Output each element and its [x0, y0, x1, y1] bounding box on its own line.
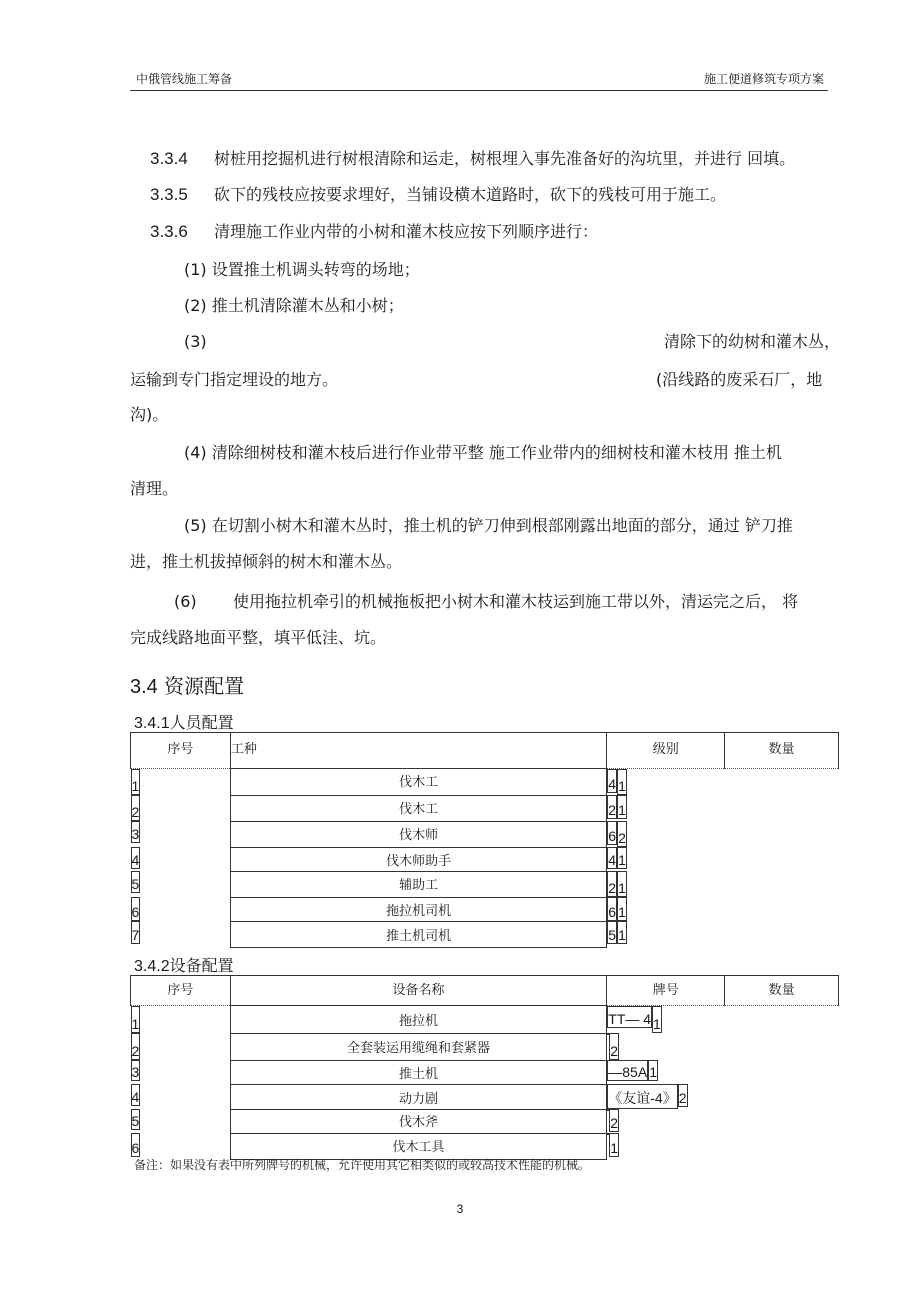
step-6-text-b: 完成线路地面平整，填平低洼、坑。	[130, 628, 387, 647]
step-5-text-a: (5) 在切割小树木和灌木丛时，推土机的铲刀伸到根部刚露出地面的部分，通过 铲刀推	[184, 516, 793, 535]
table-cell: 1	[131, 1006, 141, 1033]
step-3-text-c: (沿线路的废采石厂，地	[656, 370, 823, 389]
table-cell: 1	[617, 921, 627, 944]
table-cell: 推土机	[230, 1060, 606, 1084]
table-row	[131, 795, 839, 821]
table-cell: 4	[607, 769, 617, 793]
table-cell: —85A	[607, 1060, 648, 1081]
header-cell: 设备名称	[230, 976, 606, 1006]
staff-table	[130, 732, 839, 948]
table-cell: 3	[131, 821, 141, 843]
table-row	[131, 1084, 839, 1109]
step-3-text-d: 沟)。	[130, 405, 169, 424]
header-cell: 级别	[607, 733, 725, 769]
section-number: 3.4	[130, 676, 158, 698]
table-cell: 1	[609, 1133, 619, 1157]
table-cell: 动力剧	[230, 1084, 606, 1109]
table-cell: 5	[131, 871, 141, 893]
table-row	[131, 769, 839, 796]
table-row	[131, 847, 839, 871]
table-cell: 2	[607, 871, 617, 897]
table-cell: 辅助工	[230, 871, 606, 897]
para-text: 清理施工作业内带的小树和灌木枝应按下列顺序进行：	[214, 222, 599, 241]
header-cell: 工种	[230, 733, 606, 769]
table-cell: 1	[617, 897, 627, 921]
header-cell: 数量	[725, 733, 839, 769]
table-row	[131, 1006, 839, 1034]
table-cell: 1	[652, 1006, 662, 1033]
table-row	[131, 897, 839, 921]
table-cell: 1	[617, 769, 627, 795]
subsection-staff	[134, 710, 234, 733]
table-cell: 7	[131, 921, 141, 944]
header-cell: 序号	[131, 976, 231, 1006]
step-3-text-b: 运输到专门指定埋设的地方。	[130, 370, 339, 389]
table-row	[131, 871, 839, 897]
table-cell: 6	[607, 821, 617, 845]
equipment-table	[130, 975, 839, 1160]
subsection-equipment	[134, 953, 234, 976]
section-title	[130, 670, 244, 699]
para-text: 砍下的残枝应按要求埋好，当铺设横木道路时，砍下的残枝可用于施工。	[214, 185, 727, 204]
table-cell: 伐木工具	[230, 1133, 606, 1159]
table-cell: 6	[607, 897, 617, 921]
table-cell: 伐木工	[230, 795, 606, 821]
para-text: 树桩用挖掘机进行树根清除和运走，树根埋入事先准备好的沟坑里，并进行 回填。	[214, 149, 796, 168]
table-cell: 2	[607, 795, 617, 819]
table-cell: 拖拉机	[230, 1006, 606, 1034]
header-right: 施工便道修筑专项方案	[703, 72, 824, 86]
table-cell: 伐木斧	[230, 1109, 606, 1133]
table-cell: 1	[617, 847, 627, 869]
table-cell: 1	[617, 871, 627, 897]
para-3-3-4	[150, 149, 795, 169]
table-row	[131, 821, 839, 847]
table-cell: 2	[678, 1084, 688, 1107]
table-cell: 拖拉机司机	[230, 897, 606, 921]
table-cell: 3	[131, 1060, 141, 1081]
step-2: (2) 推土机清除灌木丛和小树；	[184, 296, 404, 315]
table-cell: 4	[607, 847, 617, 869]
para-number: 3.3.5	[150, 185, 188, 204]
table-cell: 全套装运用缆绳和套紧器	[230, 1033, 606, 1060]
subsection-number: 3.4.2	[134, 958, 170, 975]
table-cell: 伐木师助手	[230, 847, 606, 871]
table-cell: 6	[131, 897, 141, 921]
header-cell: 序号	[131, 733, 231, 769]
subsection-number: 3.4.1	[134, 715, 170, 732]
table-cell: 4	[131, 847, 141, 869]
table-cell: 2	[131, 795, 141, 821]
table-cell: 2	[617, 821, 627, 847]
header-left: 中俄管线施工筹备	[136, 72, 233, 86]
table-cell: 伐木工	[230, 769, 606, 796]
table-cell: 伐木师	[230, 821, 606, 847]
step-3-number: (3)	[184, 332, 207, 351]
table-cell: 1	[131, 769, 141, 795]
step-1: (1) 设置推土机调头转弯的场地；	[184, 260, 420, 279]
table-cell: 1	[648, 1060, 658, 1081]
step-4-text-a: (4) 清除细树枝和灌木枝后进行作业带平整 施工作业带内的细树枝和灌木枝用 推土机	[184, 443, 782, 462]
table-cell: 《友谊-4》	[607, 1084, 677, 1109]
para-3-3-5	[150, 185, 726, 205]
table-cell: 推土机司机	[230, 921, 606, 947]
table-row	[131, 1109, 839, 1133]
section-text: 资源配置	[164, 674, 245, 698]
subsection-title: 人员配置	[169, 713, 234, 732]
table-cell: 2	[131, 1033, 141, 1060]
header-cell: 牌号	[607, 976, 725, 1006]
table-row	[131, 921, 839, 947]
table-cell: 1	[617, 795, 627, 819]
table-cell: 2	[609, 1033, 619, 1060]
table-cell: 5	[607, 921, 617, 944]
step-3-text-a: 清除下的幼树和灌木丛，	[664, 332, 841, 351]
table-row	[131, 1060, 839, 1084]
step-6-text-a: 使用拖拉机牵引的机械拖板把小树木和灌木枝运到施工带以外，清运完之后， 将	[233, 592, 799, 611]
table-cell: 2	[609, 1109, 619, 1132]
para-number: 3.3.6	[150, 222, 188, 241]
table-row	[131, 1033, 839, 1060]
table-cell: 5	[131, 1109, 141, 1130]
step-4-text-b: 清理。	[130, 479, 179, 498]
para-number: 3.3.4	[150, 149, 188, 168]
table-cell: TT— 4	[607, 1006, 652, 1028]
page-number: 3	[456, 1202, 464, 1216]
table-header-row	[131, 976, 839, 1006]
table-header-row	[131, 733, 839, 769]
step-6-number: (6)	[174, 592, 197, 611]
header-cell: 数量	[725, 976, 839, 1006]
table-cell: 6	[131, 1133, 141, 1157]
para-3-3-6	[150, 222, 598, 242]
table-cell: 4	[131, 1084, 141, 1106]
table-note: 备注：如果没有表中所列牌号的机械，允许使用其它相类似的或较高技术性能的机械。	[134, 1158, 591, 1172]
subsection-title: 设备配置	[169, 956, 234, 975]
step-5-text-b: 进，推土机拔掉倾斜的树木和灌木丛。	[130, 552, 403, 571]
header-divider	[130, 90, 828, 91]
